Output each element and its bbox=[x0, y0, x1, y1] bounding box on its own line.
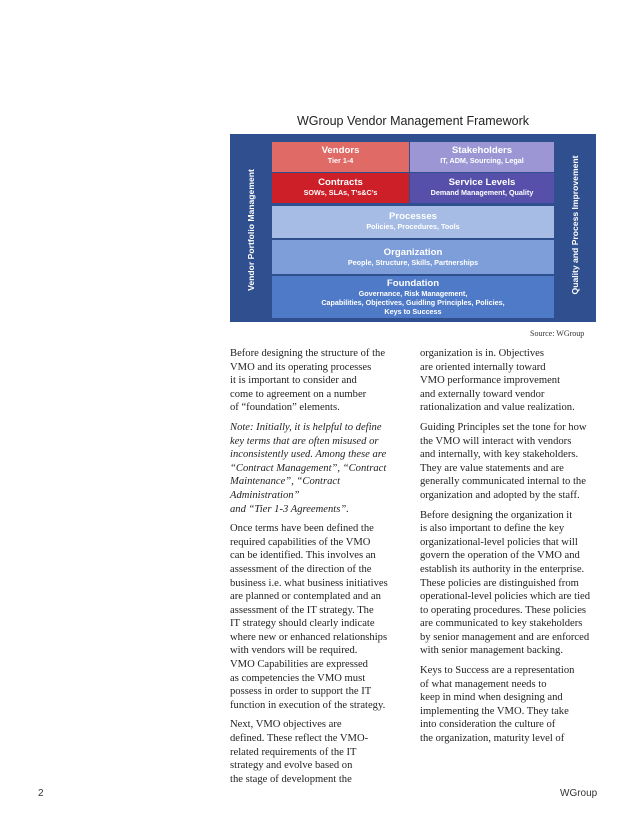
stakeholders-block bbox=[410, 142, 554, 172]
foundation-sub: Governance, Risk Management, Capabilities, Objectives, Guidling Principles, Policies, Keys to Success bbox=[321, 289, 505, 316]
page-number: 2 bbox=[38, 788, 44, 799]
processes-heading: Processes bbox=[388, 211, 437, 222]
stakeholders-heading: Stakeholders bbox=[451, 145, 513, 156]
paragraph: Guiding Principles set the tone for how the VMO will interact with vendors and internally, with key stakeholders. They are value statements and are generally communicated internal to the organization and adopted by the staff. bbox=[420, 421, 587, 501]
figure-source: Source: WGroup bbox=[530, 329, 585, 338]
organization-block bbox=[272, 240, 554, 274]
foundation-heading: Foundation bbox=[386, 278, 440, 289]
paragraph: Once terms have been defined the required capabilities of the VMO can be identified. This involves an assessment of the direction of the business i.e. what business initiatives are planned or contemplated and an assessment of the IT strategy. The IT strategy should clearly indicate where new or enhanced relationships with vendors will be required. VMO Capabilities are expressed as competencies the VMO must possess in order to support the IT function in execution of the strategy. bbox=[230, 523, 388, 711]
left-column bbox=[230, 347, 406, 792]
paragraph: Before designing the organization it is also important to define the key organizational-level policies that will govern the operation of the VMO and establish its authority in the enterprise. These policies are distinguished from operational-level policies which are tied to operating procedures. These policies are communicated to key stakeholders by senior management and are enforced with senior management backing. bbox=[420, 509, 591, 657]
vendors-block bbox=[272, 142, 409, 172]
vendors-heading: Vendors bbox=[321, 145, 360, 156]
stakeholders-sub: IT, ADM, Sourcing, Legal bbox=[440, 156, 524, 165]
organization-sub: People, Structure, Skills, Partnerships bbox=[347, 258, 479, 267]
right-column bbox=[420, 347, 596, 752]
processes-sub: Policies, Procedures, Tools bbox=[366, 222, 460, 231]
contracts-block bbox=[272, 173, 409, 203]
footer-brand: WGroup bbox=[560, 788, 598, 799]
service-levels-heading: Service Levels bbox=[448, 177, 516, 188]
contracts-heading: Contracts bbox=[318, 177, 363, 188]
service-levels-block bbox=[410, 173, 554, 203]
service-levels-sub: Demand Management, Quality bbox=[430, 188, 534, 197]
quality-improvement-label: Quality and Process Improvement bbox=[570, 155, 580, 295]
paragraph: Keys to Success are a representation of what management needs to keep in mind when designing and implementing the VMO. They take into consideration the culture of the organization, maturity level of bbox=[420, 665, 575, 745]
paragraph: Before designing the structure of the VMO and its operating processes it is important to consider and come to agreement on a number of “foundation” elements. bbox=[230, 348, 386, 414]
organization-heading: Organization bbox=[383, 247, 443, 258]
processes-block bbox=[272, 206, 554, 238]
figure-title: WGroup Vendor Management Framework bbox=[296, 114, 530, 128]
paragraph: organization is in. Objectives are oriented internally toward VMO performance improvement and externally toward vendor rationalization and value realization. bbox=[420, 348, 575, 414]
vendor-portfolio-label: Vendor Portfolio Management bbox=[246, 169, 256, 291]
vendors-sub: Tier 1-4 bbox=[327, 156, 354, 165]
contracts-sub: SOWs, SLAs, T’s&C’s bbox=[303, 188, 378, 197]
paragraph: Next, VMO objectives are defined. These reflect the VMO- related requirements of the IT strategy and evolve based on the stage of development the bbox=[230, 719, 369, 785]
note-paragraph: Note: Initially, it is helpful to define key terms that are often misused or inconsistently used. Among these are “Contract Management”, “Contract Maintenance”, “Contract Administration” and “Tier 1-3 Agreements”. bbox=[230, 421, 387, 515]
foundation-block bbox=[272, 276, 554, 318]
